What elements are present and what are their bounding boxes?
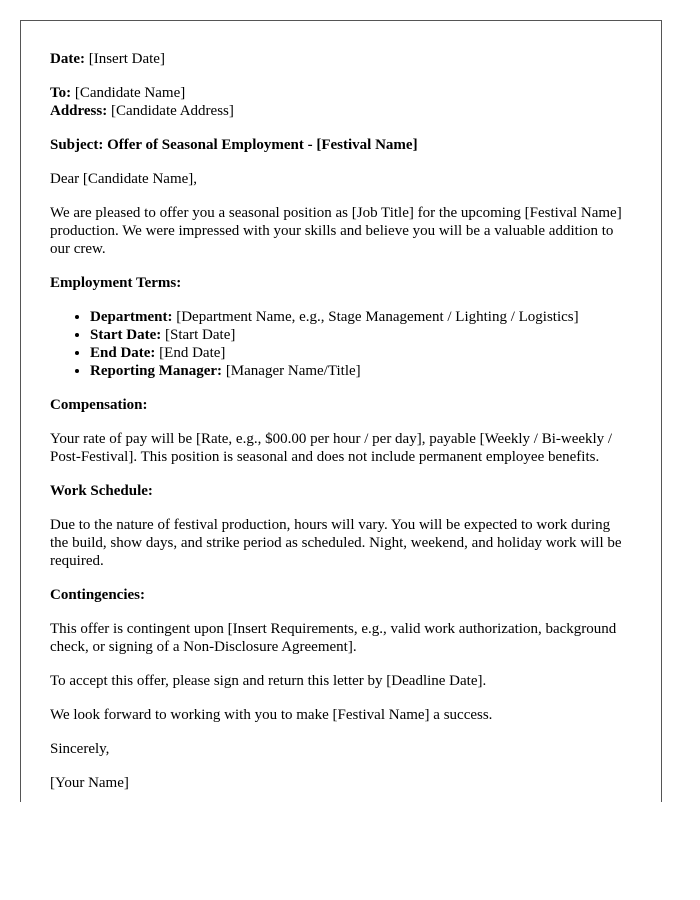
address-line [50,102,630,120]
date-label: Date: [50,51,85,67]
employment-terms-heading-text: Employment Terms: [50,275,182,291]
term-item-department [90,308,630,326]
date-value: [Insert Date] [88,51,165,67]
intro-paragraph: We are pleased to offer you a seasonal position as [Job Title] for the upcoming [Festival Name] production. We were impressed with your skills and believe you will be a valuable addition to our crew. [50,205,622,257]
to-value: [Candidate Name] [74,85,186,101]
salutation: Dear [Candidate Name], [50,171,198,187]
term-value: [Start Date] [164,327,236,343]
contingencies-heading [50,586,630,604]
closing-paragraph: We look forward to working with you to make [Festival Name] a success. [50,707,493,723]
employment-terms-heading [50,274,630,292]
work-schedule-heading [50,482,630,500]
term-item-start-date [90,326,630,344]
letter-content [50,50,630,802]
work-schedule-paragraph: Due to the nature of festival production, hours will vary. You will be expected to work during the build, show days, and strike period as scheduled. Night, weekend, and holiday work will be required. [50,517,622,569]
subject-line [50,136,630,154]
address-value: [Candidate Address] [110,103,234,119]
compensation-heading-text: Compensation: [50,397,148,413]
term-item-end-date [90,344,630,362]
to-label: To: [50,85,72,101]
term-value: [Department Name, e.g., Stage Management / Lighting / Logistics] [176,309,579,325]
address-label: Address: [50,103,108,119]
date-line [50,50,630,68]
employment-terms-list [50,308,630,380]
term-item-reporting-manager [90,362,630,380]
compensation-heading [50,396,630,414]
letter-page [20,20,662,802]
term-value: [Manager Name/Title] [225,363,361,379]
work-schedule-heading-text: Work Schedule: [50,483,153,499]
accept-paragraph: To accept this offer, please sign and return this letter by [Deadline Date]. [50,673,487,689]
signature-name: [Your Name] [50,775,129,791]
term-value: [End Date] [159,345,226,361]
term-label: Start Date: [90,327,162,343]
contingencies-paragraph: This offer is contingent upon [Insert Requirements, e.g., valid work authorization, background check, or signing of a Non-Disclosure Agreement]. [50,621,617,655]
compensation-paragraph: Your rate of pay will be [Rate, e.g., $00.00 per hour / per day], payable [Weekly / Bi-weekly / Post-Festival]. This position is seasonal and does not include permanent employee benefits. [50,431,613,465]
sign-off: Sincerely, [50,741,110,757]
term-label: Reporting Manager: [90,363,223,379]
term-label: End Date: [90,345,156,361]
subject-text: Subject: Offer of Seasonal Employment - [Festival Name] [50,137,418,153]
to-line [50,84,630,102]
term-label: Department: [90,309,173,325]
contingencies-heading-text: Contingencies: [50,587,145,603]
